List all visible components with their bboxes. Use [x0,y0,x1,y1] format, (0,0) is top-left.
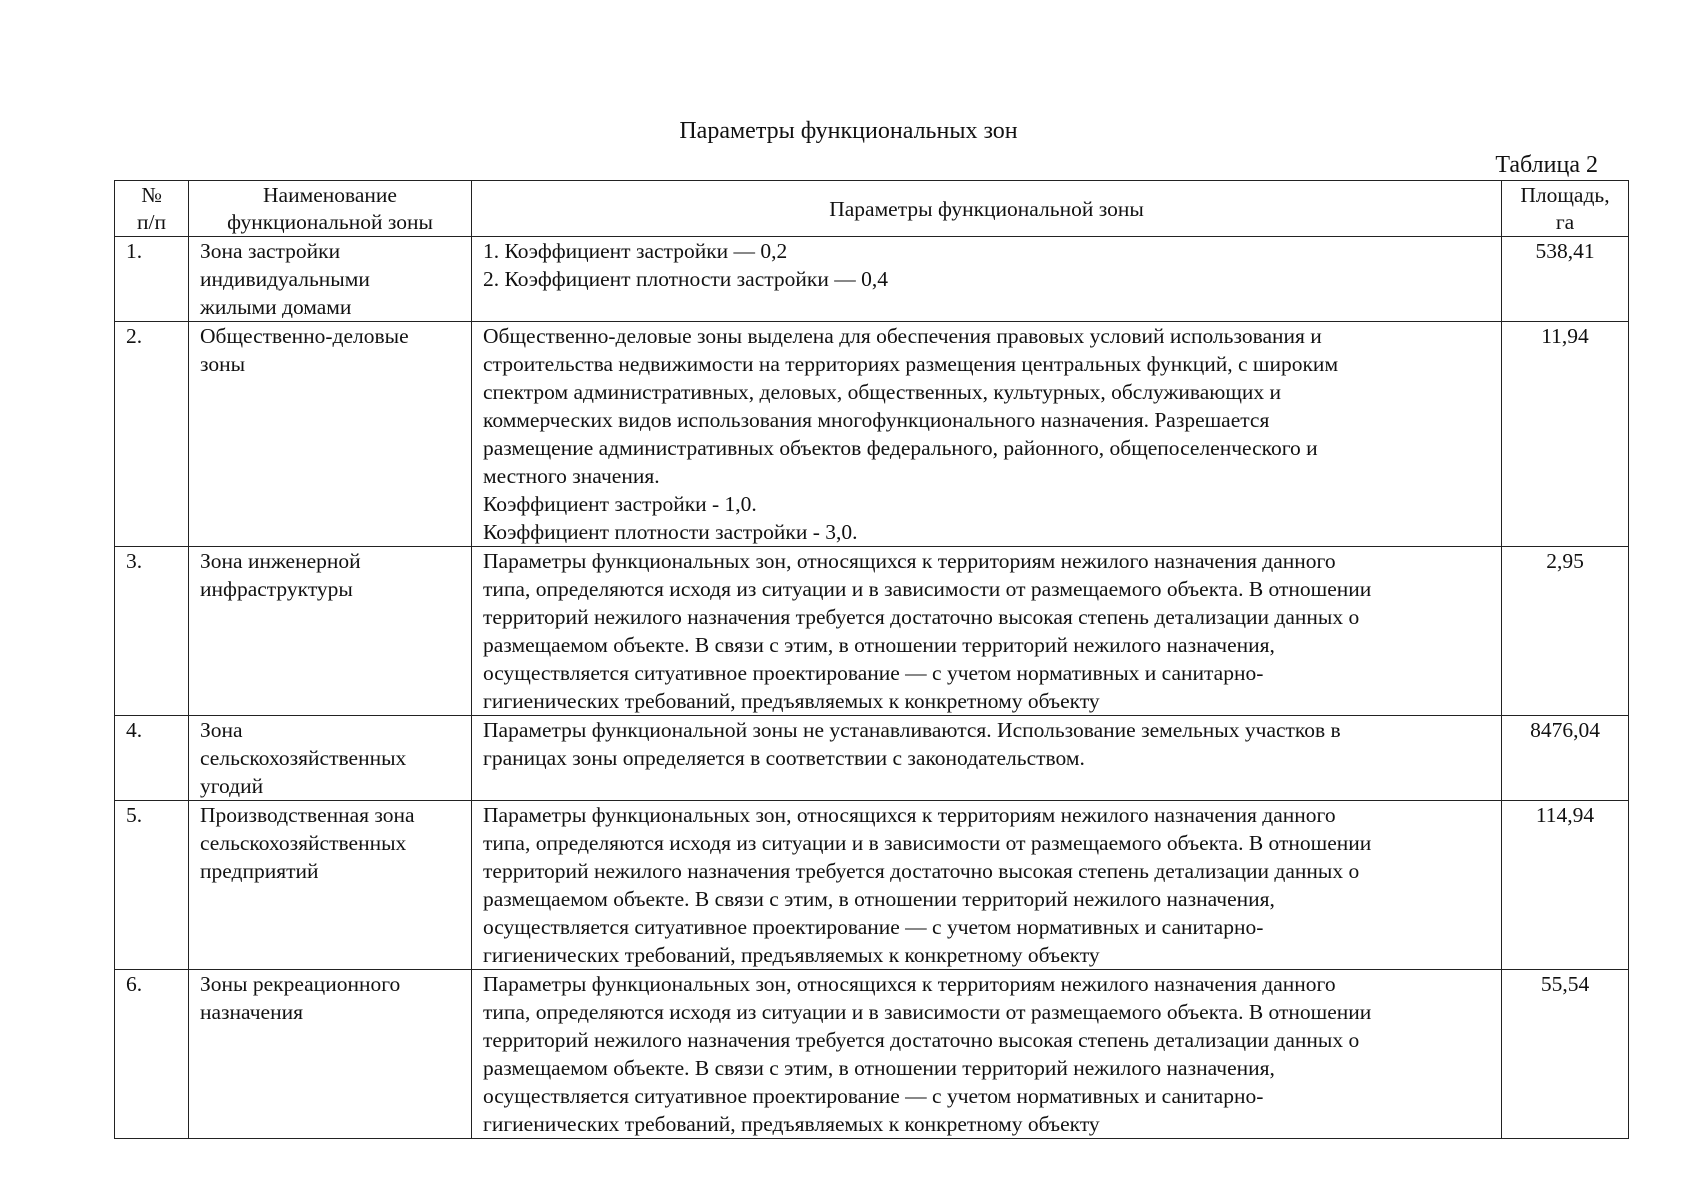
zone-parameters: Общественно-деловые зоны выделена для обеспечения правовых условий использования и строительства недвижимости на территориях размещения центральных функций, с широким спектром административных, деловых, общественных, культурных, обслуживающих и коммерческих видов использования многофункционального назначения. Разрешается размещение административных объектов федерального, районного, общепоселенческого и местного значения. Коэффициент застройки - 1,0. Коэффициент плотности застройки - 3,0. [472,322,1502,547]
row-number: 6. [115,970,189,1139]
page-title: Параметры функциональных зон [679,118,1018,144]
table-row [115,547,1629,716]
header-number: № п/п [115,181,189,237]
zone-name: Зона инженерной инфраструктуры [189,547,472,716]
zone-name: Производственная зона сельскохозяйственных предприятий [189,801,472,970]
zone-area: 8476,04 [1502,716,1629,801]
zone-name: Зона сельскохозяйственных угодий [189,716,472,801]
zone-name: Зона застройки индивидуальными жилыми домами [189,237,472,322]
row-number: 1. [115,237,189,322]
header-zone-parameters: Параметры функциональной зоны [472,181,1502,237]
row-number: 2. [115,322,189,547]
table-row [115,970,1629,1139]
header-zone-name: Наименование функциональной зоны [189,181,472,237]
zone-parameters: Параметры функциональных зон, относящихся к территориям нежилого назначения данного типа, определяются исходя из ситуации и в зависимости от размещаемого объекта. В отношении территорий нежилого назначения требуется достаточно высокая степень детализации данных о размещаемом объекте. В связи с этим, в отношении территорий нежилого назначения, осуществляется ситуативное проектирование — с учетом нормативных и санитарно- гигиенических требований, предъявляемых к конкретному объекту [472,970,1502,1139]
row-number: 4. [115,716,189,801]
zone-area: 55,54 [1502,970,1629,1139]
table-row [115,322,1629,547]
table-number-label: Таблица 2 [1495,152,1598,178]
table-row [115,801,1629,970]
table-row [115,237,1629,322]
zone-name: Общественно-деловые зоны [189,322,472,547]
zone-parameters: 1. Коэффициент застройки — 0,2 2. Коэффициент плотности застройки — 0,4 [472,237,1502,322]
table-row [115,716,1629,801]
zone-area: 11,94 [1502,322,1629,547]
zone-parameters: Параметры функциональной зоны не устанавливаются. Использование земельных участков в границах зоны определяется в соответствии с законодательством. [472,716,1502,801]
zone-name: Зоны рекреационного назначения [189,970,472,1139]
zone-area: 2,95 [1502,547,1629,716]
functional-zones-table [114,180,1629,1139]
table-header-row [115,181,1629,237]
row-number: 5. [115,801,189,970]
zone-parameters: Параметры функциональных зон, относящихся к территориям нежилого назначения данного типа, определяются исходя из ситуации и в зависимости от размещаемого объекта. В отношении территорий нежилого назначения требуется достаточно высокая степень детализации данных о размещаемом объекте. В связи с этим, в отношении территорий нежилого назначения, осуществляется ситуативное проектирование — с учетом нормативных и санитарно- гигиенических требований, предъявляемых к конкретному объекту [472,547,1502,716]
zone-parameters: Параметры функциональных зон, относящихся к территориям нежилого назначения данного типа, определяются исходя из ситуации и в зависимости от размещаемого объекта. В отношении территорий нежилого назначения требуется достаточно высокая степень детализации данных о размещаемом объекте. В связи с этим, в отношении территорий нежилого назначения, осуществляется ситуативное проектирование — с учетом нормативных и санитарно- гигиенических требований, предъявляемых к конкретному объекту [472,801,1502,970]
header-area: Площадь, га [1502,181,1629,237]
zone-area: 114,94 [1502,801,1629,970]
row-number: 3. [115,547,189,716]
zone-area: 538,41 [1502,237,1629,322]
